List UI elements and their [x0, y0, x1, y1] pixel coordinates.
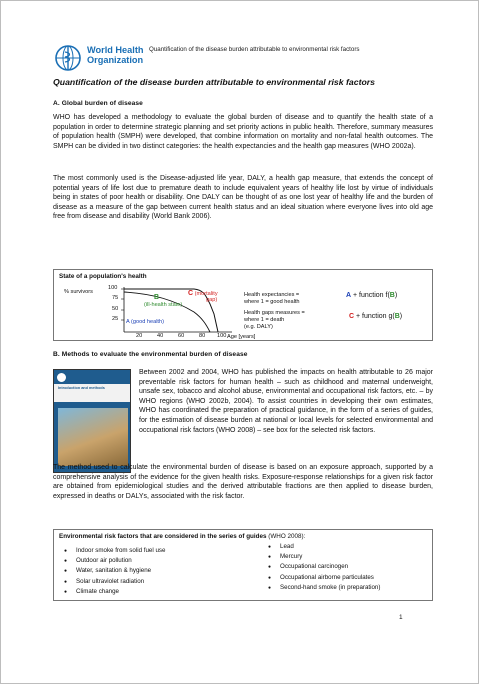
risk-list-right	[268, 542, 380, 593]
risk-box-title-ref: (WHO 2008):	[268, 533, 306, 540]
formula-1-mid: + function f(	[351, 292, 390, 299]
list-item: ● Solar ultraviolet radiation	[64, 577, 165, 587]
region-b-label	[154, 294, 159, 301]
region-a-letter: A	[126, 319, 130, 325]
gaps-line-1: Health gaps measures =	[244, 310, 305, 316]
x-tick-label-80: 80	[199, 333, 206, 339]
formula-1-b: B	[389, 292, 395, 299]
guide-cover-image	[53, 369, 131, 473]
running-title: Quantification of the disease burden attributable to environmental risk factors	[149, 46, 360, 53]
formula-2-mid: + function g(	[354, 313, 395, 320]
region-b-letter: B	[154, 294, 160, 301]
cover-title: Introduction and methods	[58, 386, 105, 390]
x-tick-label-40: 40	[157, 333, 164, 339]
list-item: ● Mercury	[268, 552, 380, 562]
formula-expectancies	[346, 292, 397, 299]
y-tick-label-75: 75	[112, 295, 119, 301]
y-tick-label-50: 50	[112, 306, 119, 312]
expectancies-definition	[244, 292, 300, 306]
x-tick-label-100: 100	[217, 333, 227, 339]
x-tick-label-60: 60	[178, 333, 185, 339]
section-a-paragraph-2: The most commonly used is the Disease-adjusted life year, DALY, a health gap measure, that extends the concept of potential years of life lost due to premature death to include equivalent years of healthy life lost by virtue of individuals being in states of poor health or disability. One DALY can be thought of as one lost year of healthy life and the burden of disease as a measure of the gap between current health status and an ideal situation where everyone lives into old age free from disease and disability (World Bank 2006).	[53, 175, 433, 221]
gaps-line-2: where 1 = death	[244, 317, 285, 323]
x-tick-label-20: 20	[136, 333, 143, 339]
gaps-line-3: (e.g. DALY)	[244, 324, 273, 330]
list-item: ● Occupational airborne particulates	[268, 573, 380, 583]
who-org-name-line2: Organization	[87, 55, 144, 65]
list-item: ● Occupational carcinogen	[268, 562, 380, 572]
section-a-paragraph-1: WHO has developed a methodology to evaluate the global burden of disease and to quantify the health state of a population in order to determine strategic planning and set priority actions in public health. Therefore, summary measures of population health (SMPH) were developed, that combine information on mortality and non-fatal health outcomes. The SMPH can be divided in two distinct categories: the health expectancies and the health gap measures (WHO 2002a).	[53, 114, 433, 150]
page-header	[53, 43, 433, 73]
list-item: ● Climate change	[64, 587, 165, 597]
page-title: Quantification of the disease burden attributable to environmental risk factors	[53, 77, 375, 87]
cover-illustration	[58, 408, 128, 466]
cover-who-logo-icon	[57, 373, 66, 382]
list-item: ● Indoor smoke from solid fuel use	[64, 546, 165, 556]
risk-factors-box	[53, 529, 433, 601]
region-c-text-2: gap)	[206, 297, 218, 303]
region-a-text: (good health)	[131, 319, 164, 325]
health-state-diagram	[54, 270, 434, 342]
healthy-curve	[124, 292, 210, 332]
x-axis-unit: [years]	[238, 334, 256, 340]
formula-2-c: C	[349, 313, 355, 320]
region-b-text: (ill-health state)	[144, 302, 183, 308]
region-a-label	[126, 319, 164, 326]
region-c-letter: C	[188, 290, 194, 297]
region-c-text-1: (mortality	[194, 291, 218, 297]
y-tick-label-100: 100	[108, 285, 118, 291]
list-item: ● Outdoor air pollution	[64, 556, 165, 566]
x-axis-label: Age	[227, 334, 237, 340]
section-b-heading: B. Methods to evaluate the environmental burden of disease	[53, 351, 248, 358]
list-item: ● Second-hand smoke (in preparation)	[268, 583, 380, 593]
section-b-paragraph-1: Between 2002 and 2004, WHO has published the impacts on health attributable to 26 major preventable risk factors for human health – such as childhood and maternal underweight, unsafe sex, tobacco and alcohol abuse, environmental and occupational risk factors, etc. – by WHO regions (WHO 2002b, 2004). To assist countries in developing their own estimates, WHO has coordinated the preparation of practical guidance, in the form of a series of guides, for the estimation of disease burden at national or local levels for selected environmental and occupational risk factors (WHO 2008) – see box for the selected risk factors.	[139, 369, 433, 434]
y-axis-label: % survivors	[64, 289, 93, 295]
expectancies-line-2: where 1 = good health	[244, 299, 300, 305]
who-org-name	[87, 45, 144, 65]
gaps-definition	[244, 310, 305, 331]
formula-1-a: A	[346, 292, 352, 299]
list-item: ● Lead	[268, 542, 380, 552]
figure-title: State of a population's health	[59, 273, 147, 280]
expectancies-line-1: Health expectancies =	[244, 292, 300, 298]
section-a-heading: A. Global burden of disease	[53, 100, 143, 107]
who-org-name-line1: World Health	[87, 45, 144, 55]
formula-2-b: B	[394, 313, 400, 320]
y-tick-label-25: 25	[112, 316, 119, 322]
formula-1-end: )	[394, 292, 398, 299]
risk-list-left	[64, 546, 165, 597]
formula-2-end: )	[399, 313, 403, 320]
risk-box-title	[59, 533, 305, 540]
health-state-figure	[53, 269, 433, 341]
section-b-paragraph-2: The method used to calculate the environmental burden of disease is based on an exposure approach, supported by a comprehensive analysis of the evidence for the given health risks. Exposure-response relationships for a given risk factor are obtained from epidemiological studies and the derived attributable fractions are then applied to disease burden, expressed in deaths or DALYs, associated with the risk factor.	[53, 464, 433, 500]
risk-box-title-text: Environmental risk factors that are considered in the series of guides	[59, 533, 267, 540]
page-number: 1	[399, 614, 403, 621]
list-item: ● Water, sanitation & hygiene	[64, 566, 165, 576]
formula-gaps	[349, 313, 402, 320]
x-axis-title	[227, 334, 255, 341]
who-emblem-icon	[53, 43, 83, 73]
